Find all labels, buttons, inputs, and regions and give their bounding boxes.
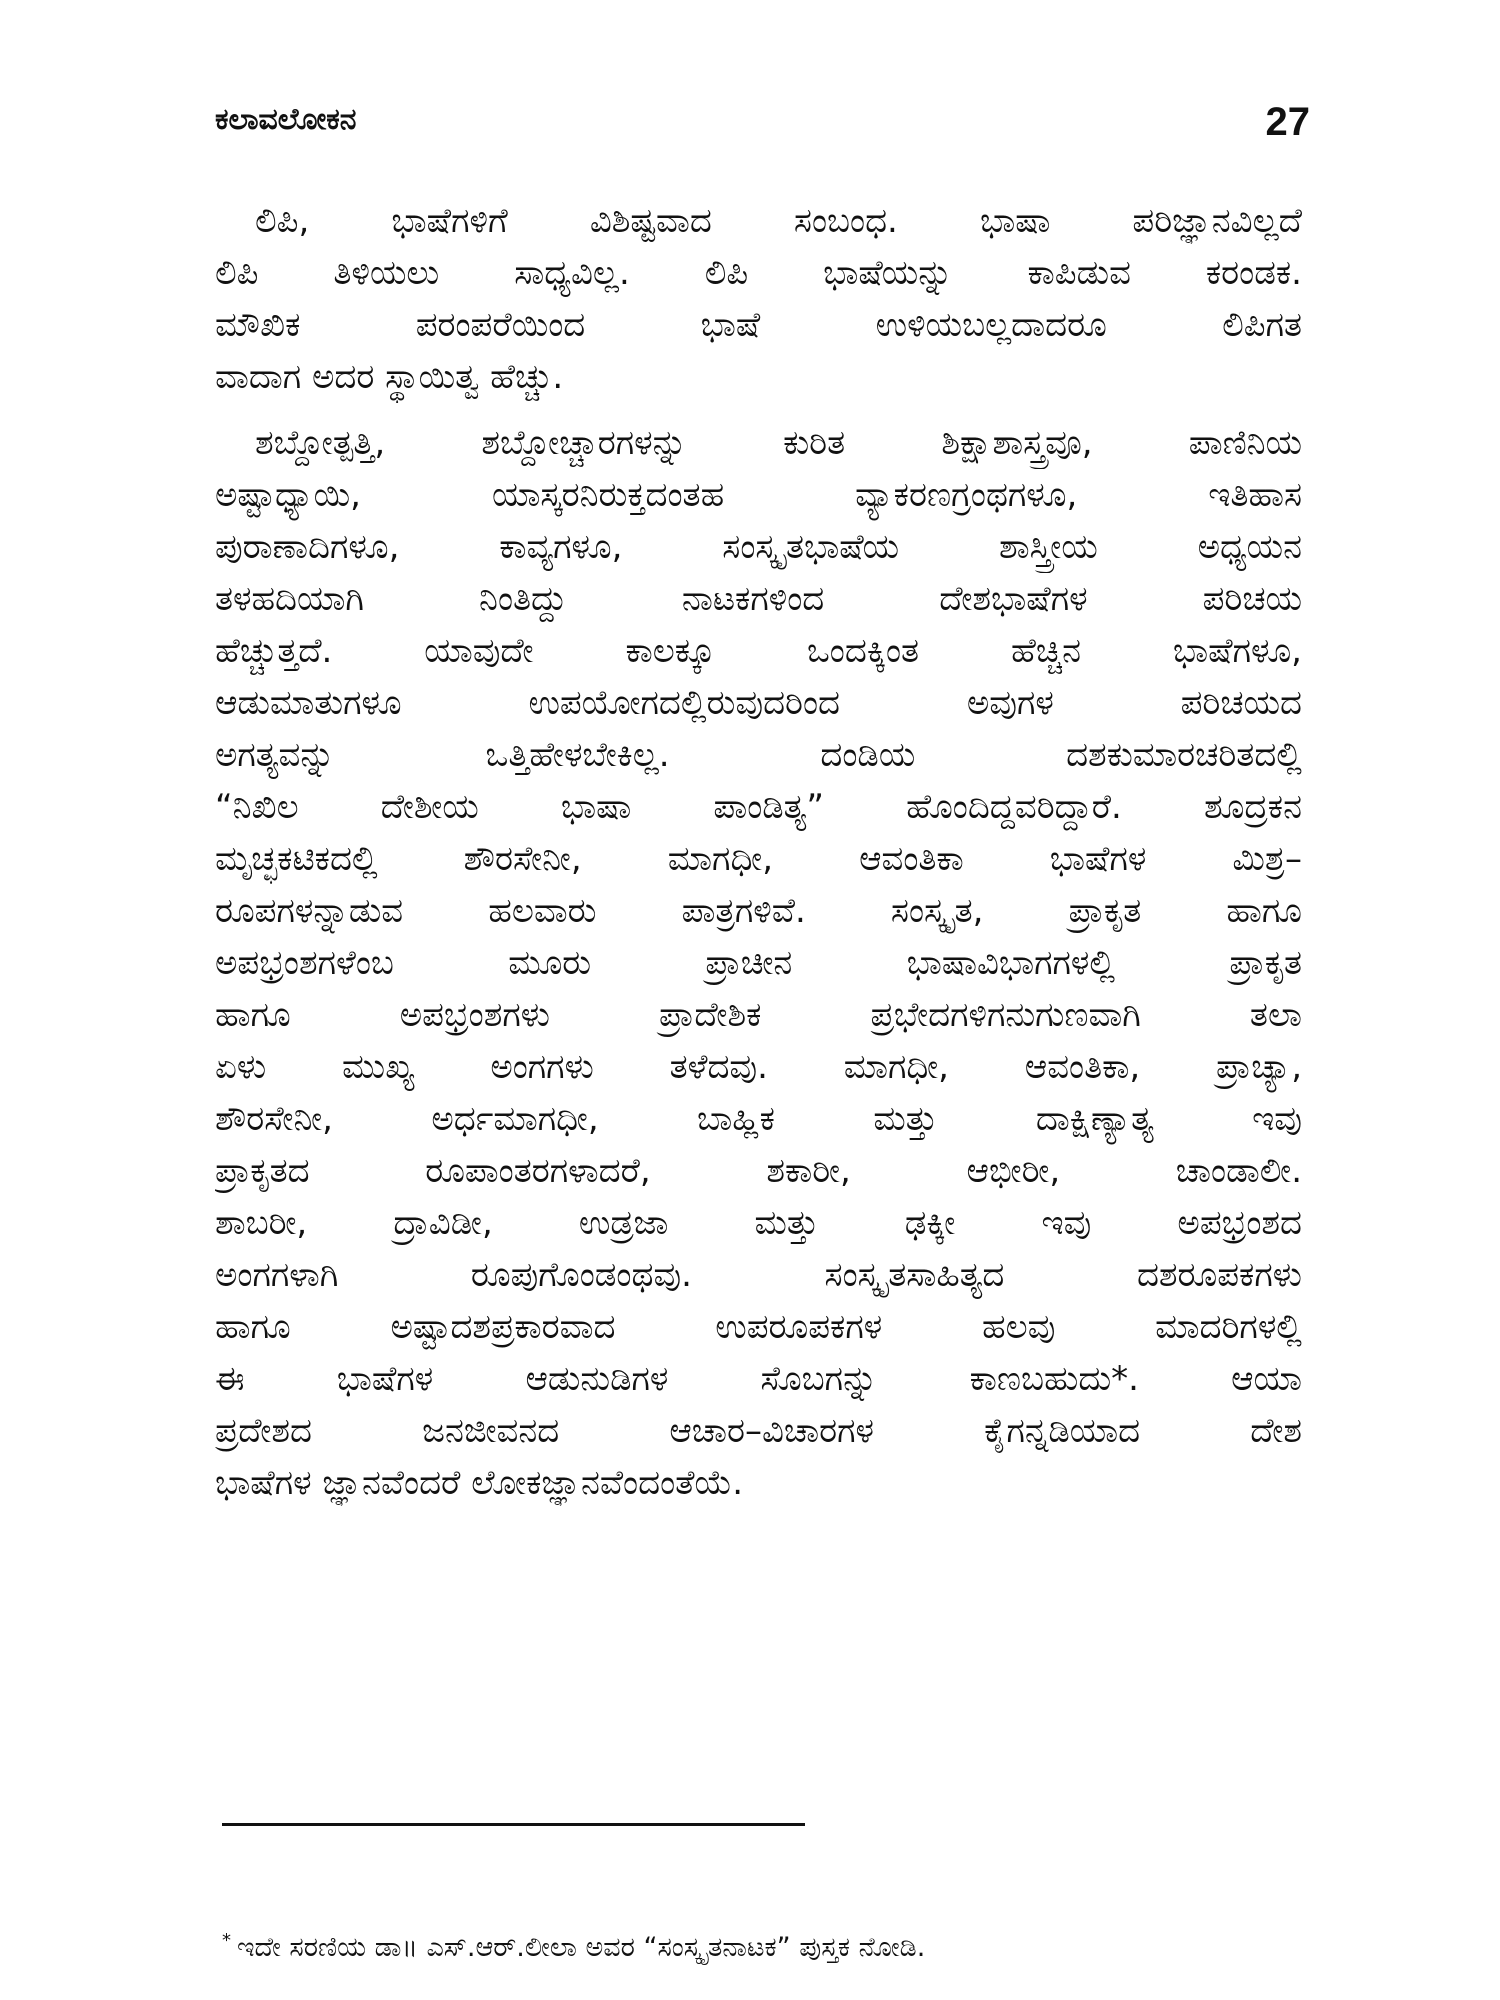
footnote-marker: * [222, 1930, 231, 1951]
paragraph-1 [215, 195, 1302, 403]
text-line: ಭಾಷೆಗಳ ಜ್ಞಾನವೆಂದರೆ ಲೋಕಜ್ಞಾನವೆಂದಂತೆಯೆ. [215, 1463, 744, 1503]
text-line: ಶಬ್ದೋತ್ಪತ್ತಿ, ಶಬ್ದೋಚ್ಚಾರಗಳನ್ನು ಕುರಿತ ಶಿಕ್ಷಾಶಾಸ್ತ್ರವೂ, ಪಾಣಿನಿಯ [255, 423, 1302, 463]
footnote [222, 1923, 925, 1966]
paragraph-2 [215, 417, 1302, 1509]
text-line: ಶೌರಸೇನೀ, ಅರ್ಧಮಾಗಧೀ, ಬಾಹ್ಲಿಕ ಮತ್ತು ದಾಕ್ಷಿಣ್ಯಾತ್ಯ ಇವು [215, 1099, 1302, 1139]
text-line: ತಳಹದಿಯಾಗಿ ನಿಂತಿದ್ದು ನಾಟಕಗಳಿಂದ ದೇಶಭಾಷೆಗಳ ಪರಿಚಯ [215, 579, 1302, 619]
text-line: ಲಿಪಿ ತಿಳಿಯಲು ಸಾಧ್ಯವಿಲ್ಲ. ಲಿಪಿ ಭಾಷೆಯನ್ನು ಕಾಪಿಡುವ ಕರಂಡಕ. [215, 253, 1302, 293]
text-line: ವಾದಾಗ ಅದರ ಸ್ಥಾಯಿತ್ವ ಹೆಚ್ಚು. [215, 357, 564, 397]
text-line: ಪ್ರಾಕೃತದ ರೂಪಾಂತರಗಳಾದರೆ, ಶಕಾರೀ, ಆಭೀರೀ, ಚಾಂಡಾಲೀ. [215, 1151, 1302, 1191]
text-line: ಅಷ್ಟಾಧ್ಯಾಯಿ, ಯಾಸ್ಕರನಿರುಕ್ತದಂತಹ ವ್ಯಾಕರಣಗ್ರಂಥಗಳೂ, ಇತಿಹಾಸ [215, 475, 1302, 515]
text-line: ಅಂಗಗಳಾಗಿ ರೂಪುಗೊಂಡಂಥವು. ಸಂಸ್ಕೃತಸಾಹಿತ್ಯದ ದಶರೂಪಕಗಳು [215, 1255, 1302, 1295]
text-line: ಪ್ರದೇಶದ ಜನಜೀವನದ ಆಚಾರ–ವಿಚಾರಗಳ ಕೈಗನ್ನಡಿಯಾದ ದೇಶ [215, 1411, 1302, 1451]
body-text [215, 195, 1302, 1509]
text-line: ಪುರಾಣಾದಿಗಳೂ, ಕಾವ್ಯಗಳೂ, ಸಂಸ್ಕೃತಭಾಷೆಯ ಶಾಸ್ತ್ರೀಯ ಅಧ್ಯಯನ [215, 527, 1302, 567]
running-title: ಕಲಾವಲೋಕನ [215, 102, 357, 137]
text-line: ಮೃಚ್ಛಕಟಿಕದಲ್ಲಿ ಶೌರಸೇನೀ, ಮಾಗಧೀ, ಆವಂತಿಕಾ ಭಾಷೆಗಳ ಮಿಶ್ರ– [215, 839, 1302, 879]
text-line: ಆಡುಮಾತುಗಳೂ ಉಪಯೋಗದಲ್ಲಿರುವುದರಿಂದ ಅವುಗಳ ಪರಿಚಯದ [215, 683, 1302, 723]
page-number: 27 [1265, 100, 1310, 144]
footnote-divider [222, 1823, 805, 1826]
text-line: ಅಗತ್ಯವನ್ನು ಒತ್ತಿಹೇಳಬೇಕಿಲ್ಲ. ದಂಡಿಯ ದಶಕುಮಾರಚರಿತದಲ್ಲಿ [215, 735, 1302, 775]
text-line: ಹೆಚ್ಚುತ್ತದೆ. ಯಾವುದೇ ಕಾಲಕ್ಕೂ ಒಂದಕ್ಕಿಂತ ಹೆಚ್ಚಿನ ಭಾಷೆಗಳೂ, [215, 631, 1302, 671]
text-line: ಅಪಭ್ರಂಶಗಳೆಂಬ ಮೂರು ಪ್ರಾಚೀನ ಭಾಷಾವಿಭಾಗಗಳಲ್ಲಿ ಪ್ರಾಕೃತ [215, 943, 1302, 983]
text-line: ರೂಪಗಳನ್ನಾಡುವ ಹಲವಾರು ಪಾತ್ರಗಳಿವೆ. ಸಂಸ್ಕೃತ, ಪ್ರಾಕೃತ ಹಾಗೂ [215, 891, 1302, 931]
text-line: ಹಾಗೂ ಅಪಭ್ರಂಶಗಳು ಪ್ರಾದೇಶಿಕ ಪ್ರಭೇದಗಳಿಗನುಗುಣವಾಗಿ ತಲಾ [215, 995, 1302, 1035]
text-line: ಈ ಭಾಷೆಗಳ ಆಡುನುಡಿಗಳ ಸೊಬಗನ್ನು ಕಾಣಬಹುದು*. ಆಯಾ [215, 1359, 1302, 1399]
text-line: ಏಳು ಮುಖ್ಯ ಅಂಗಗಳು ತಳೆದವು. ಮಾಗಧೀ, ಆವಂತಿಕಾ, ಪ್ರಾಚ್ಯಾ, [215, 1047, 1302, 1087]
text-line: ಶಾಬರೀ, ದ್ರಾವಿಡೀ, ಉಡ್ರಜಾ ಮತ್ತು ಢಕ್ಕೀ ಇವು ಅಪಭ್ರಂಶದ [215, 1203, 1302, 1243]
text-line: “ನಿಖಿಲ ದೇಶೀಯ ಭಾಷಾ ಪಾಂಡಿತ್ಯ” ಹೊಂದಿದ್ದವರಿದ್ದಾರೆ. ಶೂದ್ರಕನ [215, 787, 1302, 827]
footnote-text: ಇದೇ ಸರಣಿಯ ಡಾ॥ ಎಸ್.ಆರ್.ಲೀಲಾ ಅವರ “ಸಂಸ್ಕೃತನಾಟಕ” ಪುಸ್ತಕ ನೋಡಿ. [237, 1932, 926, 1963]
text-line: ಹಾಗೂ ಅಷ್ಟಾದಶಪ್ರಕಾರವಾದ ಉಪರೂಪಕಗಳ ಹಲವು ಮಾದರಿಗಳಲ್ಲಿ [215, 1307, 1302, 1347]
text-line: ಮೌಖಿಕ ಪರಂಪರೆಯಿಂದ ಭಾಷೆ ಉಳಿಯಬಲ್ಲದಾದರೂ ಲಿಪಿಗತ [215, 305, 1302, 345]
text-line: ಲಿಪಿ, ಭಾಷೆಗಳಿಗೆ ವಿಶಿಷ್ಟವಾದ ಸಂಬಂಧ. ಭಾಷಾ ಪರಿಜ್ಞಾನವಿಲ್ಲದೆ [255, 201, 1302, 241]
